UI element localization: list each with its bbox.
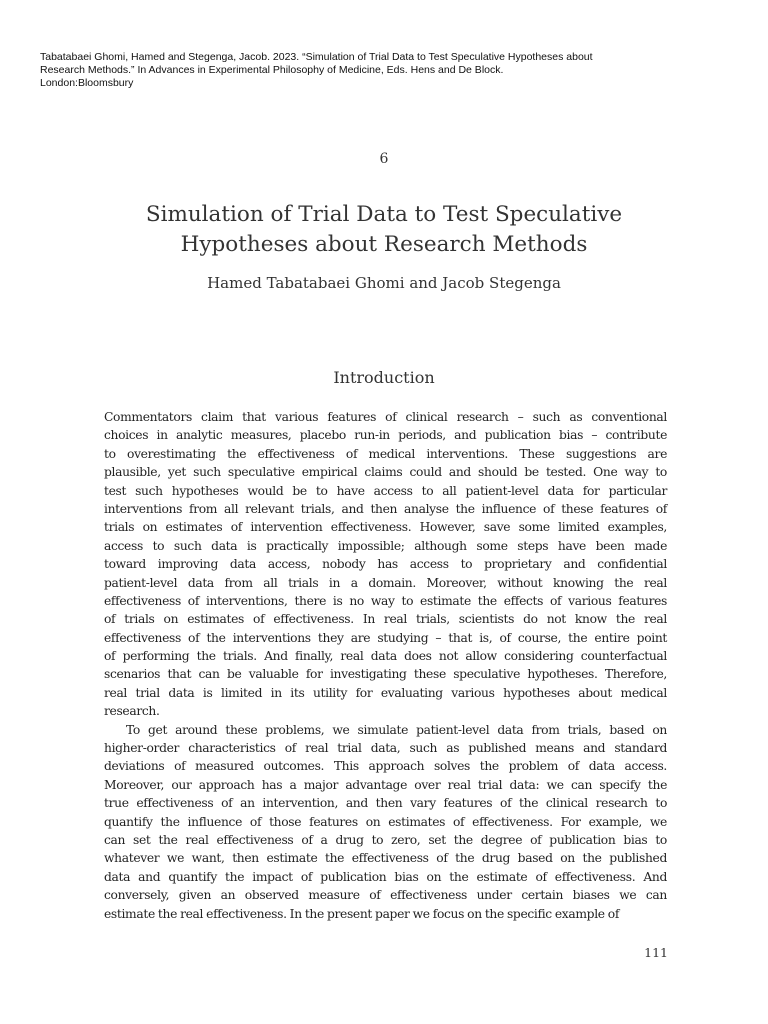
paragraph-1-line: trials on estimates of intervention effectiveness. However, save some limited examples, <box>104 520 667 535</box>
citation-line-1: Tabatabaei Ghomi, Hamed and Stegenga, Jacob. 2023. “Simulation of Trial Data to Test Speculative Hypotheses about <box>40 51 593 63</box>
paragraph-1-line: to overestimating the effectiveness of medical interventions. These suggestions are <box>104 446 667 461</box>
citation-line-3: London:Bloomsbury <box>40 77 134 89</box>
chapter-title <box>0 200 768 260</box>
citation-note <box>40 51 730 90</box>
chapter-title-line-1: Simulation of Trial Data to Test Speculative <box>145 202 623 227</box>
paragraph-2-line: Moreover, our approach has a major advantage over real trial data: we can specify the <box>104 777 667 792</box>
paragraph-1-line: real trial data is limited in its utility for evaluating various hypotheses about medical <box>104 685 667 700</box>
chapter-number: 6 <box>379 151 389 167</box>
paragraph-2-line: conversely, given an observed measure of effectiveness under certain biases we can <box>104 888 667 903</box>
paragraph-1-line: choices in analytic measures, placebo run-in periods, and publication bias – contribute <box>104 428 667 443</box>
paragraph-1-line: interventions from all relevant trials, and then analyse the influence of these features of <box>104 501 667 516</box>
paragraph-1-line: scenarios that can be valuable for investigating these speculative hypotheses. Therefore, <box>104 667 667 682</box>
paragraph-1-line: Commentators claim that various features of clinical research – such as conventional <box>104 410 667 424</box>
paragraph-2-line: data and quantify the impact of publication bias on the estimate of effectiveness. And <box>104 869 667 884</box>
paragraph-1-line: access to such data is practically impossible; although some steps have been made <box>104 538 667 553</box>
paragraph-1-line: of performing the trials. And finally, real data does not allow considering counterfactual <box>104 649 667 664</box>
paragraph-2-line: deviations of measured outcomes. This approach solves the problem of data access. <box>104 759 667 774</box>
authors: Hamed Tabatabaei Ghomi and Jacob Stegenga <box>207 274 561 292</box>
section-heading: Introduction <box>333 368 435 387</box>
paragraph-2-line: higher-order characteristics of real trial data, such as published means and standard <box>104 741 667 756</box>
paragraph-1-line: test such hypotheses would be to have access to all patient-level data for particular <box>104 483 667 498</box>
page-number: 111 <box>644 945 668 960</box>
paragraph-1-line: effectiveness of the interventions they are studying – that is, of course, the entire point <box>104 630 667 645</box>
paragraph-1-line: of trials on estimates of effectiveness. In real trials, scientists do not know the real <box>104 612 667 627</box>
paragraph-1-line: research. <box>104 704 160 719</box>
paragraph-2-line: whatever we want, then estimate the effectiveness of the drug based on the published <box>104 851 667 866</box>
paragraph-2-line: To get around these problems, we simulate patient-level data from trials, based on <box>126 722 667 737</box>
paragraph-1-line: plausible, yet such speculative empirical claims could and should be tested. One way to <box>104 465 667 480</box>
paragraph-2-line: can set the real effectiveness of a drug to zero, set the degree of publication bias to <box>104 832 667 847</box>
paragraph-2-line: true effectiveness of an intervention, and then vary features of the clinical research to <box>104 796 667 811</box>
paragraph-2-line: quantify the influence of those features on estimates of effectiveness. For example, we <box>104 814 667 829</box>
chapter-title-line-2: Hypotheses about Research Methods <box>180 232 588 257</box>
paragraph-1-line: patient-level data from all trials in a domain. Moreover, without knowing the real <box>104 575 667 590</box>
citation-line-2: Research Methods.” In Advances in Experimental Philosophy of Medicine, Eds. Hens and De Block. <box>40 64 504 76</box>
paragraph-2-line: estimate the real effectiveness. In the present paper we focus on the specific example of <box>104 906 620 921</box>
paragraph-1-line: toward improving data access, nobody has access to proprietary and confidential <box>104 557 667 572</box>
paragraph-1-line: effectiveness of interventions, there is no way to estimate the effects of various features <box>104 593 667 608</box>
body-text <box>104 408 667 923</box>
